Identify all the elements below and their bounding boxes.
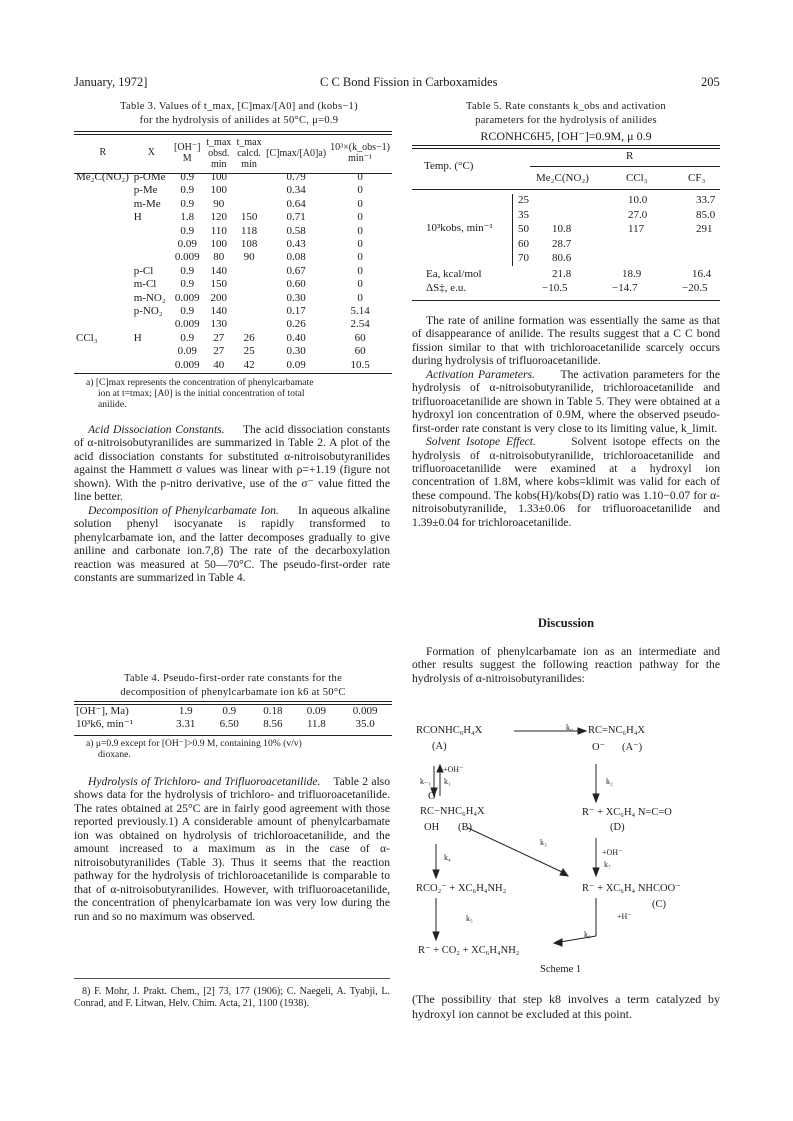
table3-cell (132, 238, 171, 251)
table5-cell: 50 (518, 223, 529, 235)
species-Aminus-label: (A⁻) (622, 742, 643, 753)
species-B: RC−NHC₆H₄X (420, 806, 485, 817)
table3-cell (74, 184, 132, 197)
table3-cell: 0.9 (180, 224, 195, 237)
table5-col-head: Me₂C(NO₂) (536, 172, 589, 184)
table3-caption-line2: for the hydrolysis of anilides at 50°C, μ=0.9 (139, 115, 339, 126)
table4-cell: 11.8 (306, 718, 326, 731)
table4-cell: 35.0 (355, 718, 375, 731)
table3-cell: 150 (240, 211, 258, 224)
final-paragraph: (The possibility that step k8 involves a term catalyzed by hydroxyl ion cannot be excluded at this point. (412, 992, 720, 1021)
table3-cell: 0.9 (180, 331, 195, 344)
table3-cell (74, 359, 132, 372)
table3-cell (74, 238, 132, 251)
table4-bottom-rule (74, 735, 392, 736)
table3-cell: 0.9 (180, 171, 195, 183)
table3-head-cell: R (99, 147, 107, 159)
table3-cell: 100 (210, 171, 228, 183)
table5-col-head: CF₃ (688, 172, 706, 184)
k0-label: k₀ (566, 723, 573, 732)
table3-note-line: a) [C]max represents the concentration of phenylcarbamate (86, 377, 314, 388)
table3-cell: p-Cl (133, 264, 154, 277)
table3-cell: 130 (210, 318, 228, 331)
table3-row (74, 265, 392, 278)
activation-heading: Activation Parameters. (426, 367, 535, 381)
table4-row (74, 718, 392, 731)
table5-cell: 35 (518, 208, 529, 221)
table3-cell: 60 (354, 345, 366, 358)
table5-cell: 117 (628, 223, 645, 235)
table4-cell: 0.18 (263, 705, 283, 717)
table3-cell (132, 251, 171, 264)
table4-caption-line2: decomposition of phenylcarbamate ion k6 at 50°C (120, 687, 346, 698)
k3-label: k₃ (540, 838, 547, 847)
table3-cell: 140 (210, 264, 228, 277)
table3-cell: 26 (243, 331, 255, 344)
table4-footnote (86, 738, 392, 760)
table3-cell (74, 292, 132, 305)
table3-cell: 0 (357, 264, 363, 277)
running-title: C C Bond Fission in Carboxamides (320, 75, 498, 89)
table5-bottom-rule (412, 300, 720, 301)
table5-ds-cell: −14.7 (612, 282, 638, 294)
table3-cell (74, 265, 132, 278)
table3-cell: 0.71 (286, 211, 306, 224)
arrowhead (578, 728, 586, 734)
table5-ea-cell: 16.4 (692, 268, 712, 280)
table3-row (74, 359, 392, 372)
table3 (74, 135, 392, 372)
table3-cell: 90 (213, 197, 225, 210)
table3-cell (234, 278, 264, 291)
left-body-2 (74, 775, 390, 923)
species-B-O: O (428, 791, 436, 802)
table4 (74, 705, 392, 732)
footnote-8: 8) F. Mohr, J. Prakt. Chem., [2] 73, 177 (1906); C. Naegeli, A. Tyabji, L. Conrad, and F. Litwan, Helv. Chim. Acta, 21, 1100 (1938). (74, 986, 390, 1010)
table5-cell: 70 (518, 252, 529, 264)
table3-cell: 200 (210, 291, 228, 304)
table3-cell: 2.54 (350, 318, 370, 331)
table3-cell: 0.30 (286, 345, 306, 358)
table4-note-line: a) μ=0.9 except for [OH⁻]>0.9 M, containing 10% (v/v) (86, 738, 302, 749)
table3-cell: 150 (210, 278, 228, 291)
table3-cell: 1.8 (180, 211, 195, 224)
species-B-OH: OH (424, 822, 440, 833)
table3-cell: 0 (357, 224, 363, 237)
table3-cell (74, 211, 132, 224)
table4-cell: 0.9 (222, 705, 237, 717)
species-A: RCONHC₆H₄X (416, 725, 483, 736)
table3-cell: CCl₃ (76, 331, 98, 344)
h1-label: +H⁻ (617, 912, 632, 921)
table3-row (74, 238, 392, 251)
table3-cell: 140 (210, 305, 228, 318)
discussion-para: Formation of phenylcarbamate ion as an intermediate and other results suggest the following reaction pathway for the hydrolysis of α-nitroisobutyranilides: (412, 645, 720, 685)
k1-label: k₁ (444, 777, 451, 786)
isotope-heading: Solvent Isotope Effect. (426, 435, 536, 449)
table3-cell: Me₂C(NO₂) (76, 171, 129, 183)
table4-label: 10³k6, min⁻¹ (76, 718, 134, 731)
table3-cell (234, 265, 264, 278)
table3-cell: 0.09 (286, 358, 306, 371)
table3-cell: 0 (357, 184, 363, 197)
table5-cell: 85.0 (696, 208, 716, 221)
table3-cell: 110 (210, 224, 227, 237)
decomp-body: In aqueous alkaline solution phenyl isocyanate is rapidly transformed to phenylcarbamate ion, and the latter decomposes gradually to give aniline and carbonate ion.7,8) The rate of the decarboxylation reaction was measured at 50—70°C. The pseudo-first-order rate constants are summarized in Table 4. (74, 503, 391, 584)
table3-cell (74, 318, 132, 331)
table3-cell: 0.58 (286, 224, 306, 237)
arrowhead (593, 794, 599, 802)
table3-row (74, 292, 392, 305)
left-body-1 (74, 423, 390, 584)
table3-cell: 0.009 (174, 318, 200, 331)
k-1-label: k₋₁ (420, 777, 432, 786)
table3-cell: 0.67 (286, 264, 306, 277)
table3-caption (74, 100, 404, 128)
table3-cell: m-Me (133, 197, 161, 210)
table3-cell (74, 345, 132, 358)
table3-cell: 0.26 (286, 318, 306, 331)
table3-cell: 42 (243, 358, 255, 371)
table3-cell: p-NO₂ (133, 305, 163, 318)
table3-head-cell: t_max calcd. min (236, 136, 262, 170)
footnote-rule (74, 978, 390, 979)
table3-cell: 0.9 (180, 197, 195, 210)
table5-cell: 291 (696, 223, 713, 235)
table3-cell (74, 251, 132, 264)
species-D: R⁻ + XC₆H₄ N=C=O (582, 807, 672, 818)
table3-row (74, 278, 392, 291)
table3-cell: 100 (210, 184, 228, 197)
table5-col-head: CCl₃ (626, 172, 648, 184)
table3-cell: 0.9 (180, 305, 195, 318)
table5-ea-cell: 21.8 (552, 268, 572, 280)
table3-note-line: anilide. (98, 399, 127, 411)
hydro-body: Table 2 also shows data for the hydrolysis of trichloro- and trifluoroacetanilide. The rates obtained at 25°C are in fairly good agreement with those reported previously.1) A considerable amount of phenylcarbamate ion was obtained on hydrolysis of trichloroacetanilide, and the amount increased to a maximum as in the case of α-nitroisobutyranilides (Table 3). Thus it seems that the reaction pathway for the hydrolysis of trichloroacetanilide is comparable to that of α-nitroisobutyranilides. However, with trifluoroacetanilide, the concentration of phenylcarbamate ion was very low during the run and so no maximum was observed. (74, 775, 390, 923)
table3-cell: 25 (243, 345, 255, 358)
species-C: R⁻ + XC₆H₄ NHCOO⁻ (582, 883, 681, 894)
page-number: 205 (701, 75, 720, 89)
table3-cell: m-Cl (133, 278, 157, 291)
table5-subtitle: RCONHC6H5, [OH⁻]=0.9M, μ 0.9 (480, 129, 652, 143)
table3-cell: 0 (357, 197, 363, 210)
table5-ds-label: ΔS‡, e.u. (426, 282, 467, 294)
k5-label: k₅ (466, 914, 473, 923)
table3-head-row (74, 135, 392, 171)
table3-cell (234, 305, 264, 318)
table3-cell: H (133, 211, 142, 224)
arrowhead (554, 939, 562, 946)
arrowhead (593, 868, 599, 876)
table3-cell: p-Me (133, 184, 158, 197)
table5-cell: 27.0 (628, 208, 648, 221)
table4-note-line: dioxane. (98, 749, 131, 761)
table5-cell: 80.6 (552, 252, 572, 264)
table3-cell: 0.60 (286, 278, 306, 291)
table3-cell: 0.09 (177, 345, 197, 358)
table3-cell (132, 359, 171, 372)
table3-head-cell: t_max obsd. min (206, 136, 232, 170)
table5-head-rule (412, 189, 720, 190)
scheme-caption: Scheme 1 (540, 964, 582, 975)
running-header-left: January, 1972] (74, 75, 148, 89)
table5-cell: 33.7 (696, 194, 716, 206)
table5-temp-label: Temp. (°C) (424, 160, 474, 172)
species-Aminus: RC=NC₆H₄X (588, 725, 646, 736)
right-body-1 (412, 314, 720, 529)
table4-caption-line1: Table 4. Pseudo-first-order rate constants for the (123, 673, 343, 684)
species-C-label: (C) (652, 899, 666, 910)
acid-body: The acid dissociation constants of α-nitroisobutyranilides are summarized in Table 2. A plot of the acid dissociation constants for substituted α-nitroisobutyranilides against the Hammett σ values was linear with ρ=+1.19 (figure not shown). With the p-nitro derivative, use of the σ⁻ value fitted the line better. (74, 423, 390, 504)
table3-cell (132, 225, 171, 238)
table5-cell: 10.0 (628, 194, 648, 206)
table3-cell: 0.30 (286, 291, 306, 304)
table5-ea-label: Ea, kcal/mol (426, 268, 482, 280)
table3-bottom-rule (74, 373, 392, 374)
table3-cell: 100 (210, 238, 228, 251)
table3-cell: 0.009 (174, 251, 200, 264)
discussion-heading: Discussion (537, 616, 595, 630)
table3-cell: H (133, 331, 142, 344)
table3-row (74, 251, 392, 264)
table3-cell: 108 (240, 238, 258, 251)
table3-cell (74, 305, 132, 318)
table3-row (74, 198, 392, 211)
k7-label: k₇ (604, 860, 611, 869)
table3-note-line: ion at t=tmax; [A0] is the initial concentration of total (98, 388, 305, 400)
table3-cell: 80 (213, 251, 225, 264)
table3-row (74, 332, 392, 345)
decomp-heading: Decomposition of Phenylcarbamate Ion. (88, 503, 279, 517)
table3-cell: 40 (213, 358, 225, 371)
table3-cell (74, 278, 132, 291)
table3-cell: p-OMe (133, 171, 166, 183)
species-D-label: (D) (610, 822, 625, 833)
table3-cell: 0.43 (286, 238, 306, 251)
table5-caption-line2: parameters for the hydrolysis of anilides (475, 115, 657, 126)
table5-caption-line1: Table 5. Rate constants k_obs and activation (466, 101, 666, 112)
table3-cell: 118 (241, 224, 258, 237)
table5-r-rule (530, 166, 720, 167)
table4-cell: 1.9 (178, 705, 193, 717)
table5-caption (412, 100, 720, 128)
table3-cell: m-NO₂ (133, 291, 166, 304)
table3-cell: 0.34 (286, 184, 306, 197)
table3-cell: 0.9 (180, 184, 195, 197)
arrowhead (433, 870, 439, 878)
table3-row (74, 184, 392, 197)
table3-cell: 0.9 (180, 278, 195, 291)
table5-cell: 10.8 (552, 223, 572, 235)
table3-cell: 120 (210, 211, 228, 224)
table5-ds-cell: −20.5 (682, 282, 708, 294)
table3-cell (234, 318, 264, 331)
table3-head-cell: [OH⁻] M (174, 142, 201, 164)
table3-cell: 27 (213, 331, 225, 344)
oh2-label: +OH⁻ (602, 848, 623, 857)
table3-cell: 90 (243, 251, 255, 264)
table5-ea-cell: 18.9 (622, 268, 642, 280)
table4-cell: 6.50 (219, 718, 239, 731)
table3-cell (234, 292, 264, 305)
table3-cell (234, 198, 264, 211)
table3-head-cell: [C]max/[A0]a) (266, 147, 327, 159)
species-E: RCO₂⁻ + XC₆H₄NH₂ (416, 883, 507, 894)
table3-row (74, 345, 392, 358)
oh1-label: +OH⁻ (443, 765, 464, 774)
table4-label: [OH⁻], Ma) (76, 705, 129, 717)
table5-kobs-label: 10³kobs, min⁻¹ (426, 222, 493, 234)
table3-cell: 0.17 (286, 305, 306, 318)
table4-cell: 3.31 (176, 718, 196, 731)
table3-cell: 0.40 (286, 331, 306, 344)
table3-cell: 0.08 (286, 251, 306, 264)
table3-cell: 0 (357, 211, 363, 224)
species-A-label: (A) (432, 741, 447, 752)
arrowhead (433, 932, 439, 940)
table3-cell: 0.009 (174, 358, 200, 371)
table3-row (74, 225, 392, 238)
table3-cell: 0 (357, 251, 363, 264)
table3-cell: 0 (357, 291, 363, 304)
arrowhead (560, 869, 568, 876)
table3-cell: 10.5 (350, 358, 370, 371)
table4-caption (74, 672, 392, 700)
table3-cell: 5.14 (350, 305, 370, 318)
table5-top-rule (412, 145, 720, 149)
table4-cell: 0.009 (352, 705, 378, 717)
species-F: R⁻ + CO₂ + XC₆H₄NH₂ (418, 945, 520, 956)
table3-cell (234, 184, 264, 197)
arrow-k3 (468, 828, 562, 872)
table3-cell: 0 (357, 171, 363, 183)
k4-label: k₄ (444, 853, 451, 862)
table3-cell: 0 (357, 278, 363, 291)
table5-r-label: R (626, 150, 634, 162)
table3-cell: 0.09 (177, 238, 197, 251)
table3-row (74, 318, 392, 331)
table3-cell: 0.009 (174, 291, 200, 304)
table4-cell: 8.56 (263, 718, 283, 731)
table3-head-cell: 10³×(k_obs−1) min⁻¹ (330, 142, 390, 164)
acid-heading: Acid Dissociation Constants. (88, 423, 225, 436)
table3-head-rule (74, 173, 392, 174)
activation-body: The activation parameters for the hydrolysis of α-nitroisobutyranilide, trichloroacetanilide and trifluoroacetanilide are shown in Table 5. They were obtained at a hydroxyl ion concentration of 0.9M, where the observed pseudo-first-order rate constant is very close to its limiting value, k_limit. (412, 367, 720, 435)
table3-cell (132, 318, 171, 331)
table5-cell: 28.7 (552, 237, 572, 250)
table5-cell: 60 (518, 237, 529, 250)
table3-cell: 27 (213, 345, 225, 358)
table3-row (74, 305, 392, 318)
table3-row (74, 211, 392, 224)
aniline-formation-para: The rate of aniline formation was essentially the same as that of disappearance of anilide. The results suggest that a C C bond fission similar to that with trichloroacetanilide scarcely occurs during hydrolysis of trifluoroacetanilide. (412, 314, 720, 368)
table3-head-cell: X (147, 147, 155, 159)
table3-cell: 60 (354, 331, 366, 344)
table5-brace (512, 194, 513, 266)
table3-cell (132, 345, 171, 358)
table3-cell (74, 225, 132, 238)
table3-cell: 0.64 (286, 197, 306, 210)
table4-cell: 0.09 (306, 705, 326, 717)
table5-cell: 25 (518, 194, 529, 206)
species-Aminus-O: O⁻ (592, 742, 606, 753)
k6-label: k₆ (584, 930, 591, 939)
species-B-label: (B) (458, 822, 472, 833)
table3-body (74, 171, 392, 372)
table4-row (74, 705, 392, 718)
table3-cell: 0.79 (286, 171, 306, 183)
table3-cell: 0 (357, 238, 363, 251)
k2-label: k₂ (606, 777, 613, 786)
table3-cell: 0.9 (180, 264, 195, 277)
isotope-body: Solvent isotope effects on the hydrolysis of α-nitroisobutyranilide, trichloroacetanilide and trifluoroacetanilide were examined at a hydroxyl ion concentration of 1.8M, where kobs=klimit was valid for each of these compound. The kobs(H)/kobs(D) ratio was 1.10−0.07 for α-nitroisobutyranilide, 1.33±0.06 for trifluoroacetanilide and 1.39±0.04 for trichloroacetanilide. (412, 435, 720, 529)
table3-cell (74, 198, 132, 211)
table3-caption-line1: Table 3. Values of t_max, [C]max/[A0] and (kobs−1) (120, 101, 358, 112)
hydro-heading: Hydrolysis of Trichloro- and Trifluoroacetanilide. (88, 775, 321, 788)
table3-footnote (86, 377, 392, 411)
table5-ds-cell: −10.5 (542, 282, 568, 294)
discussion-body (412, 645, 720, 685)
